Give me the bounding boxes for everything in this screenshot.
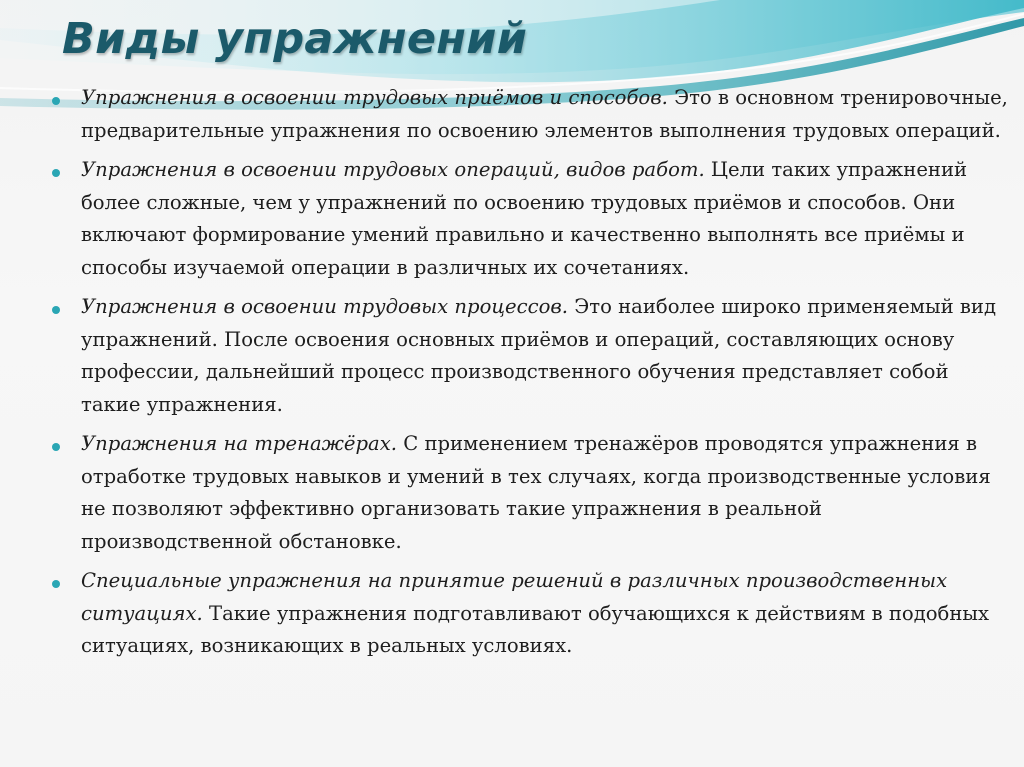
bullet-text: С применением тренажёров проводятся упражнения в отработке трудовых навыков и умений в тех случаях, когда производственные условия не позволяют эффективно организовать такие упражнения в реальной производственной обстановке. [81,432,991,553]
page-title: Виды упражнений [62,14,528,64]
list-item [48,82,1014,147]
list-item [48,291,1014,421]
bullet-dot-icon [52,97,60,105]
bullet-text: Цели таких упражнений более сложные, чем у упражнений по освоению трудовых приёмов и способов. Они включают формирование умений правильно и качественно выполнять все приёмы и способы изучаемой операции в различных их сочетаниях. [81,158,968,279]
list-item [48,154,1014,284]
list-item [48,565,1014,663]
bullet-term: Упражнения в освоении трудовых приёмов и способов. [81,86,668,109]
bullet-dot-icon [52,169,60,177]
list-item [48,428,1014,558]
bullet-list [48,82,1014,670]
bullet-text: Это наиболее широко применяемый вид упражнений. После освоения основных приёмов и операций, составляющих основу профессии, дальнейший процесс производственного обучения представляет собой такие упражнения. [81,295,997,416]
bullet-dot-icon [52,443,60,451]
bullet-term: Упражнения в освоении трудовых процессов. [81,295,569,318]
bullet-term: Упражнения в освоении трудовых операций, видов работ. [81,158,705,181]
bullet-term: Специальные упражнения на принятие решений в различных производственных ситуациях. [81,569,948,625]
bullet-text: Это в основном тренировочные, предварительные упражнения по освоению элементов выполнения трудовых операций. [81,86,1008,142]
bullet-term: Упражнения на тренажёрах. [81,432,397,455]
bullet-dot-icon [52,580,60,588]
bullet-dot-icon [52,306,60,314]
bullet-text: Такие упражнения подготавливают обучающихся к действиям в подобных ситуациях, возникающих в реальных условиях. [81,601,990,657]
